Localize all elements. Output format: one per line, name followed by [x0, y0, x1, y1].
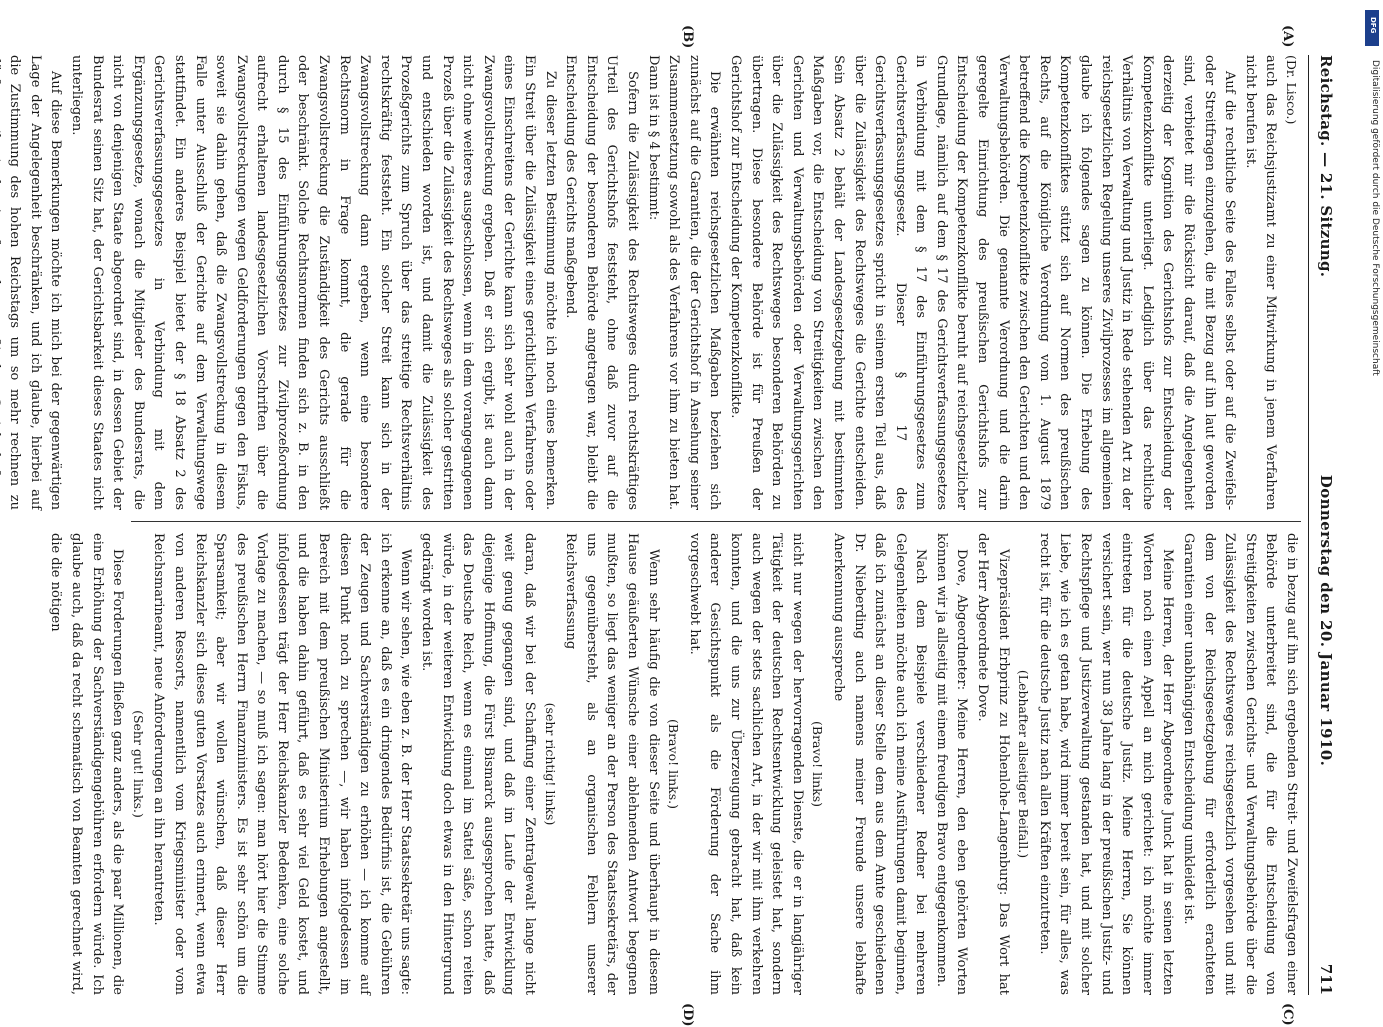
left-paragraph-4: Sofern die Zulässigkeit des Rechtsweges durch rechtskräftiges Urteil des Gerichtshofs feststeht, ohne daß zuvor auf die Entscheidung der besonderen Behörde angetragen war, bleibt die Entscheidung des Gerichts maßgebend. — [563, 55, 640, 510]
page-number: 711 — [1317, 963, 1335, 995]
margin-letter-b: (B) — [680, 25, 695, 49]
speaker-tag: (Dr. Lisco.) — [1284, 55, 1299, 125]
right-column — [48, 533, 1301, 995]
running-head-date: Donnerstag den 20. Januar 1910. — [1317, 474, 1335, 767]
right-paragraph-intro: die in bezug auf ihn sich ergebenden Streit- und Zweifelsfragen einer Behörde unterbreitet sind, die für die Entscheidung von Streitigkeiten zwischen Gerichts- und Verwaltungsbehörde über die Zulässigkeit des Rechtsweges reichsgesetzlich vorgesehen und mit dem von der Reichsgesetzgebung für erforderlich erachteten Garantien einer unabhängigen Entscheidung umkleidet ist. — [1181, 533, 1299, 995]
dfg-logo-text: DFG — [1369, 17, 1377, 34]
left-paragraph-3: Die erwähnten reichsgesetzlichen Maßgaben beziehen sich zunächst auf die Garantien, die der Gerichtshof in Ansehung seiner Zusammensetzung sowohl als des Verfahrens vor ihm zu bieten hat. Dann ist in § 4 bestimmt: — [645, 55, 723, 510]
left-paragraph-1: auch das Reichsjustizamt zu einer Mitwirkung in jenem Verfahren nicht berufen ist. — [1242, 55, 1279, 510]
column-divider — [131, 521, 1301, 522]
left-paragraph-5: Zu dieser letzten Bestimmung möchte ich noch eines bemerken. Ein Streit über die Zulässigkeit eines gerichtlichen Verfahrens oder eines Einschreitens der Gerichte kann sich sehr wohl auch in der Zwangsvollstreckung ergeben. Daß er sich ergibt, ist auch dann nicht ohne weiteres ausgeschlossen, wenn in dem vorangegangenen Prozeß über die Zulässigkeit des Rechtsweges als solcher gestritten und entschieden worden ist, und damit die Zulässigkeit des Prozeßgerichts zum Spruch über das streitige Rechtsverhältnis rechtskräftig feststeht. Ein solcher Streit kann sich in der Zwangsvollstreckung dann ergeben, wenn eine besondere Rechtsnorm in Frage kommt, die gerade für die Zwangsvollstreckung die Zuständigkeit des Gerichts ausschließt oder beschränkt. Solche Rechtsnormen finden sich z. B. in den durch § 15 des Einführungsgesetzes zur Zivilprozeßordnung aufrecht erhaltenen landesgesetzlichen Vorschriften über die Zwangsvollstreckungen wegen Geldforderungen gegen den Fiskus, soweit sie dahin gehen, daß die Zwangsvollstreckung in diesem Falle unter Ausschluß der Gerichte auf dem Verwaltungswege stattfindet. Ein anderes Beispiel bietet der § 18 Absatz 2 des Gerichtsverfassungsgesetzes in Verbindung mit dem Ergänzungsgesetze, wonach die Mitglieder des Bundesrats, die nicht von denjenigen Staate abgeordnet sind, in dessen Gebiet der Bundesrat seinen Sitz hat, der Gerichtsbarkeit dieses Staates nicht unterliegen. — [68, 55, 558, 510]
bravo-note-1: (Bravo! links) — [810, 721, 826, 807]
left-paragraph-2: Auf die rechtliche Seite des Falles selbst oder auf die Zweifels- oder Streitfragen einzugehen, die mit Bezug auf ihn laut geworden sind, verbietet mir die Rücksicht darauf, daß die Angelegenheit derzeitig der Kognition des Gerichtshofs zur Entscheidung der Kompetenzkonflikte unterliegt. Lediglich über das rechtliche Verhältnis von Verwaltung und Justiz in Rede stehenden Art zu der reichsgesetzlichen Regelung unseres Zivilprozesses im allgemeinen glaube ich folgendes sagen zu können. Die Erhebung des Kompetenzkonfliktes stützt sich auf Normen des preußischen Rechts, auf die Königliche Verordnung vom 1. August 1879 betreffend die Kompetenzkonflikte zwischen den Gerichten und den Verwaltungsbehörden. Die genannte Verordnung und die darin geregelte Einrichtung des preußischen Gerichtshofs zur Entscheidung der Kompetenzkonflikte beruht auf reichsgesetzlicher Grundlage, nämlich auf dem § 17 des Gerichtsverfassungsgesetzes in Verbindung mit dem § 17 des Einführungsgesetzes zum Gerichtsverfassungsgesetz. Dieser § 17 des Gerichtsverfassungsgesetzes spricht in seinem ersten Teil aus, daß über die Zulässigkeit des Rechtsweges die Gerichte entscheiden. Sein Absatz 2 behält der Landesgesetzgebung mit bestimmten Maßgaben vor, die Entscheidung von Streitigkeiten zwischen den Gerichten und Verwaltungsbehörden oder Verwaltungsgerichten über die Zulässigkeit des Rechtsweges besonderen Behörden zu übertragen. Diese besondere Behörde ist für Preußen der Gerichtshof zur Entscheidung der Kompetenzkonflikte. — [727, 55, 1238, 510]
running-head — [1308, 55, 1335, 995]
right-paragraph-8: Diese Forderungen fließen ganz anders, als die paar Millionen, die eine Erhöhung der Sachverständigengebühren erfordern würde. Ich glaube auch, daß da recht schematisch von Beamten gerechnet wird, die die nötigen — [48, 533, 126, 995]
digitization-credit — [1364, 10, 1382, 990]
left-paragraph-6: Auf diese Bemerkungen möchte ich mich bei der gegenwärtigen Lage der Angelegenheit beschränken, und ich glaube, hierbei auf die Zustimmung des hohen Reichstags um so mehr rechnen zu — [7, 55, 64, 510]
vice-president-line: Vizepräsident Erbprinz zu Hohenlohe-Langenburg: Das Wort hat der Herr Abgeordnete Dove. — [975, 533, 1011, 995]
left-column — [7, 55, 1301, 510]
running-head-session: Reichstag. — 21. Sitzung. — [1317, 55, 1335, 278]
right-paragraph-3: Nach dem Beispiele verschiedener Redner bei mehreren Gelegenheiten möchte auch ich meine Ausführungen damit beginnen, daß ich zunächst an dieser Stelle dem aus dem Amte geschiedenen Dr. Nieberding auch namens meiner Freunde unsere lebhafte Anerkennung ausspreche — [830, 533, 929, 995]
document-page — [7, 25, 1335, 1027]
margin-letter-c: (C) — [1280, 1003, 1295, 1026]
sehr-gut-note: (Sehr gut! links.) — [130, 710, 146, 818]
bravo-note-2: (Bravo! links.) — [666, 719, 682, 809]
digitization-credit-text: Digitalisierung gefördert durch die Deutsche Forschungsgemeinschaft — [1370, 60, 1380, 376]
sehr-richtig-note: (sehr richtig! links) — [542, 702, 558, 826]
right-paragraph-6: daran, daß wir bei der Schaffung einer Zentralgewalt lange nicht weit genug gegangen sind, und daß im Laufe der Entwicklung diejenige Hoffnung, die Fürst Bismarck ausgesprochen hatte, daß das Deutsche Reich, wenn es einmal im Sattel säße, schon reiten würde, in der weiteren Entwicklung doch etwas in den Hintergrund gedrängt worden ist. — [419, 533, 538, 995]
applause-note: (Lebhafter allseitiger Beifall.) — [1016, 669, 1032, 859]
right-paragraph-4: nicht nur wegen der hervorragenden Dienste, die er in langjähriger Tätigkeit der deutschen Rechtsentwicklung geleistet hat, sondern auch wegen der stets sachlichen Art, in der wir mit ihm verkehren konnten, und die uns zur Überzeugung gebracht hat, daß kein anderer Gesichtspunkt als die Förderung der Sache ihm vorgeschwebt hat. — [686, 533, 805, 995]
right-paragraph-5: Wenn sehr häufig die von dieser Seite und überhaupt in diesem Hause geäußerten Wünsche einer ablehnenden Antwort begegnen mußten, so liegt das weniger an der Person des Staatssekretärs, der uns gegenübersteht, als an organischen Fehlern unserer Reichsverfassung — [563, 533, 661, 995]
right-paragraph-7: Wenn wir sehen, wie eben z. B. der Herr Staatssekretär uns sagte: ich erkenne an, daß es ein dringendes Bedürfnis ist, die Gebühren der Zeugen und Sachverständigen zu erhöhen — ich komme auf diesen Punkt noch zu sprechen —, wir haben infolgedessen im Bereich mit dem preußischen Ministerium Erhebungen angestellt, und die haben dahin geführt, daß es sehr viel Geld kostet, und infolgedessen trägt der Herr Reichskanzler Bedenken, eine solche Vorlage zu machen, — so muß ich sagen: man hört hier die Stimme des preußischen Herrn Finanzministers. Es ist sehr schön um die Sparsamkeit; aber wir wollen wünschen, daß dieser Herr Reichskanzler sich dieses guten Vorsatzes auch erinnert, wenn etwa von anderen Ressorts, namentlich vom Kriegsminister oder vom Reichsmarineamt, neue Anforderungen an ihn herantreten. — [151, 533, 414, 995]
margin-letter-d: (D) — [680, 1003, 695, 1027]
dove-opening: Dove, Abgeordneter: Meine Herren, den eben gehörten Worten können wir ja allseitig mit einem freudigen Bravo entgegenkommen. — [933, 533, 970, 995]
right-paragraph-2: Meine Herren, der Herr Abgeordnete Junck hat in seinen letzten Worten noch einen Appell an mich gerichtet: ich möchte immer eintreten für die deutsche Justiz. Meine Herren, Sie können versichert sein, wer nun 38 Jahre lang in der preußischen Justiz- und Rechtspflege und Justizverwaltung gestanden hat, und mit solcher Liebe, wie ich es getan habe, wird immer bereit sein, für alles, was recht ist, für die deutsche Justiz nach allen Kräften einzutreten. — [1036, 533, 1176, 995]
margin-letter-a: (A) — [1280, 25, 1295, 48]
dfg-logo — [1365, 10, 1379, 46]
